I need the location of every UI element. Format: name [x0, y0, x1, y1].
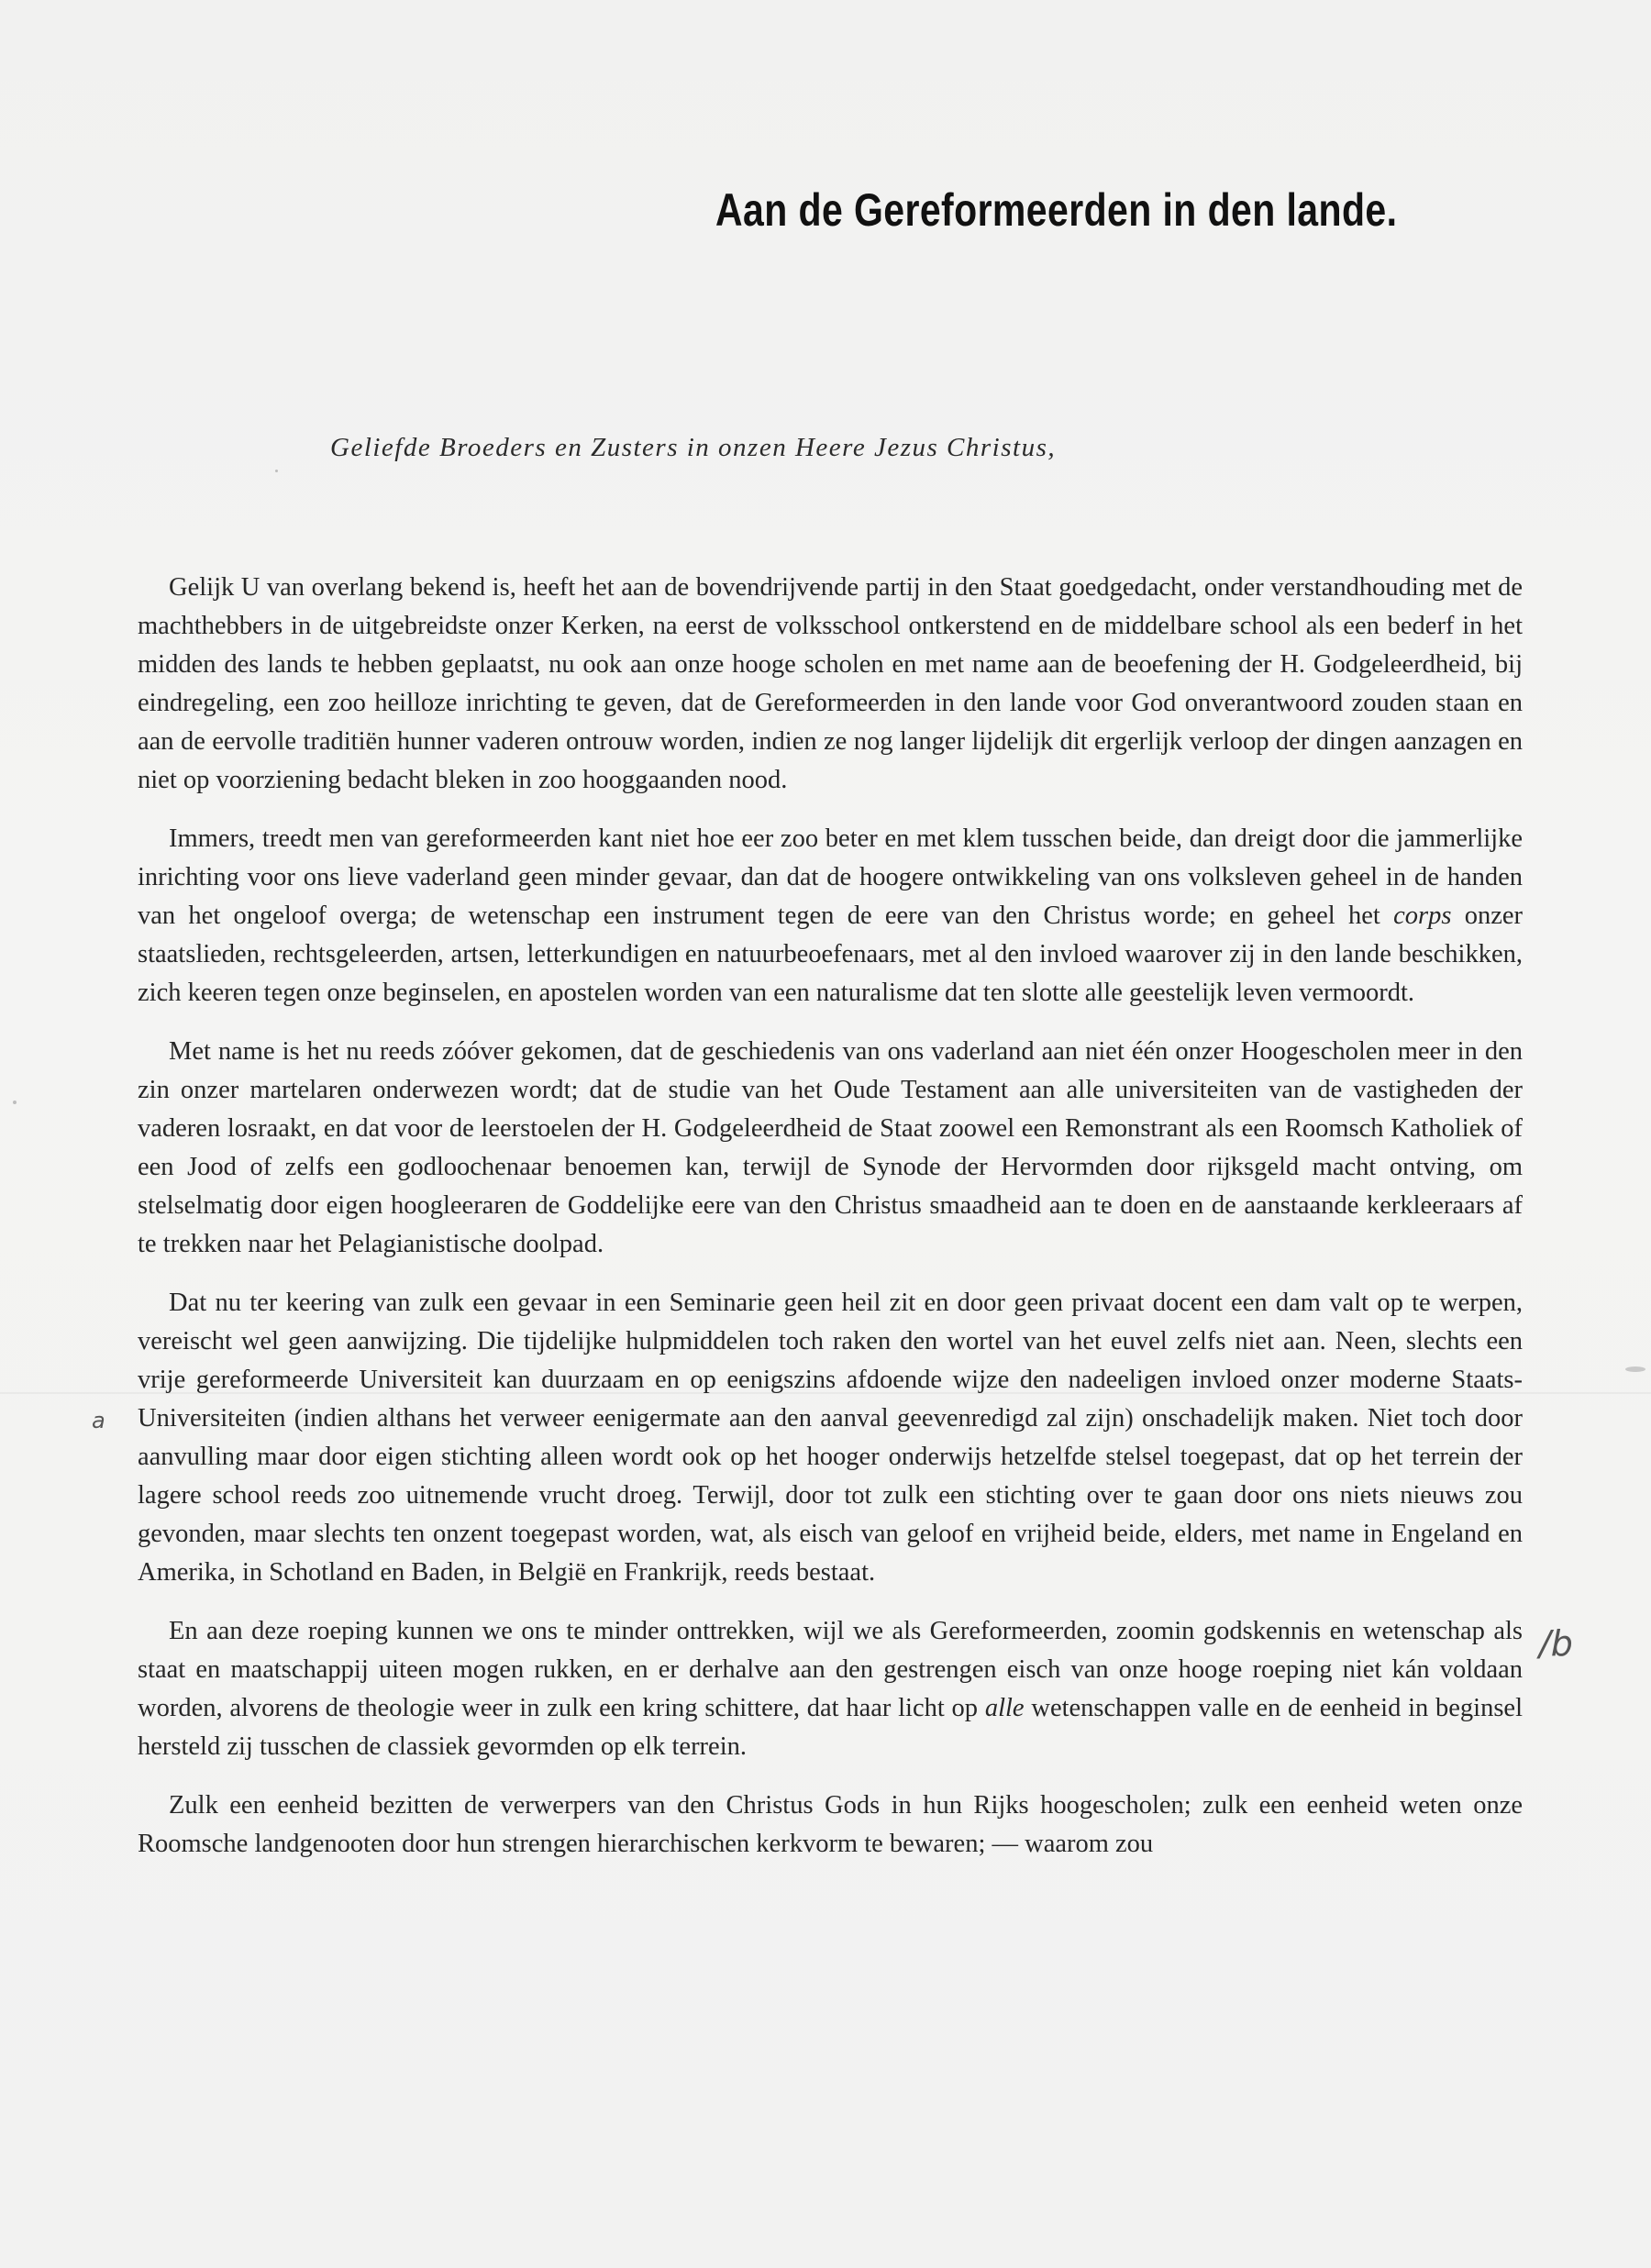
paragraph-2-text-b: onzer staatslieden, rechtsgeleerden, artsen, letterkundigen en natuurbeoefenaars, met al den invloed waarover zij in den lande beschikken, zich keeren tegen onze beginselen, en apostelen worden van een naturalisme dat ten slotte alle geestelijk leven vermoordt.	[138, 902, 1523, 1007]
paragraph-2-text-a: Immers, treedt men van gereformeerden kant niet hoe eer zoo beter en met klem tusschen beide, dan dreigt door die jammerlijke inrichting voor ons lieve vaderland geen minder gevaar, dan dat de hoogere ontwikkeling van ons volksleven geheel in de handen van het ongeloof overga; de wetenschap een instrument tegen de eere van den Christus worde; en geheel het	[138, 824, 1523, 930]
paragraph-5-italic: alle	[984, 1694, 1025, 1722]
paragraph-5	[138, 1612, 1523, 1766]
paragraph-5-text-b: wetenschappen valle en de eenheid in beginsel hersteld zij tusschen de classiek gevormden op elk terrein.	[138, 1694, 1524, 1761]
paragraph-4: Dat nu ter keering van zulk een gevaar in een Seminarie geen heil zit en door geen privaat docent een dam valt op te werpen, vereischt wel geen aanwijzing. Die tijdelijke hulpmiddelen toch raken den wortel van het euvel zelfs niet aan. Neen, slechts een vrije gereformeerde Universiteit kan duurzaam en op eenigszins afdoende wijze den nadeeligen invloed onzer moderne Staats-Universiteiten (indien althans het verweer eenigermate aan den aanval geevenredigd zal zijn) onschadelijk maken. Niet toch door aanvulling maar door eigen stichting alleen wordt ook op het hooger onderwijs hetzelfde stelsel toegepast, dat op het terrein der lagere school reeds zoo uitnemende vrucht droeg. Terwijl, door tot zulk een stichting over te gaan door ons niets nieuws zou gevonden, maar slechts ten onzent toegepast worden, wat, als eisch van geloof en vrijheid beide, elders, met name in Engeland en Amerika, in Schotland en Baden, in België en Frankrijk, reeds bestaat.	[138, 1289, 1523, 1587]
paragraph-1: Gelijk U van overlang bekend is, heeft het aan de bovendrijvende partij in den Staat goedgedacht, onder verstandhouding met de machthebbers in de uitgebreidste onzer Kerken, na eerst de volksschool ontkerstend en de middelbare school als een bederf in het midden des lands te hebben geplaatst, nu ook aan onze hooge scholen en met name aan de beoefening der H. Godgeleerdheid, bij eindregeling, een zoo heilloze inrichting te geven, dat de Gereformeerden in den lande voor God onverantwoord zouden staan en aan de eervolle traditiën hunner vaderen ontrouw worden, indien ze nog langer lijdelijk dit ergerlijk verloop der dingen aanzagen en niet op voorziening bedacht bleken in zoo hooggaanden nood.	[138, 573, 1523, 794]
paragraph-2	[138, 820, 1523, 1012]
salutation: Geliefde Broeders en Zusters in onzen Heere Jezus Christus,	[330, 433, 1057, 462]
letter-body	[138, 569, 1523, 1878]
paper-speck	[275, 470, 278, 472]
paragraph-3: Met name is het nu reeds zóóver gekomen, dat de geschiedenis van ons vaderland aan niet één onzer Hoogescholen meer in den zin onzer martelaren onderwezen wordt; dat de studie van het Oude Testament aan alle universiteiten van de vastigheden der vaderen losraakt, en dat voor de leerstoelen der H. Godgeleerdheid de Staat zoowel een Remonstrant als een Roomsch Katholiek of een Jood of zelfs een godloochenaar benoemen kan, terwijl de Synode der Hervormden door rijksgeld macht ontving, om stelselmatig door eigen hoogleeraren de Goddelijke eere van den Christus smaadheid aan te doen en de aanstaande kerkleeraars af te trekken naar het Pelagianistische doolpad.	[138, 1037, 1523, 1258]
handwritten-margin-note-left: a	[92, 1408, 105, 1433]
handwritten-margin-note-right: /b	[1539, 1623, 1573, 1664]
paper-speck	[13, 1101, 17, 1104]
paragraph-5-text-a: En aan deze roeping kunnen we ons te minder onttrekken, wijl we als Gereformeerden, zoomin godskennis en wetenschap als staat en maatschappij uiteen mogen rukken, en er derhalve aan den gestrengen eisch van onze hooge roeping niet kán voldaan worden, alvorens de theologie weer in zulk een kring schittere, dat haar licht op	[138, 1617, 1523, 1722]
paragraph-2-italic: corps	[1393, 902, 1452, 930]
paragraph-6: Zulk een eenheid bezitten de verwerpers van den Christus Gods in hun Rijks hoogescholen; zulk een eenheid weten onze Roomsche landgenooten door hun strengen hierarchischen kerkvorm te bewaren; — waarom zou	[138, 1791, 1523, 1858]
paper-speck	[1625, 1366, 1645, 1372]
document-title: Aan de Gereformeerden in den lande.	[715, 184, 1398, 236]
